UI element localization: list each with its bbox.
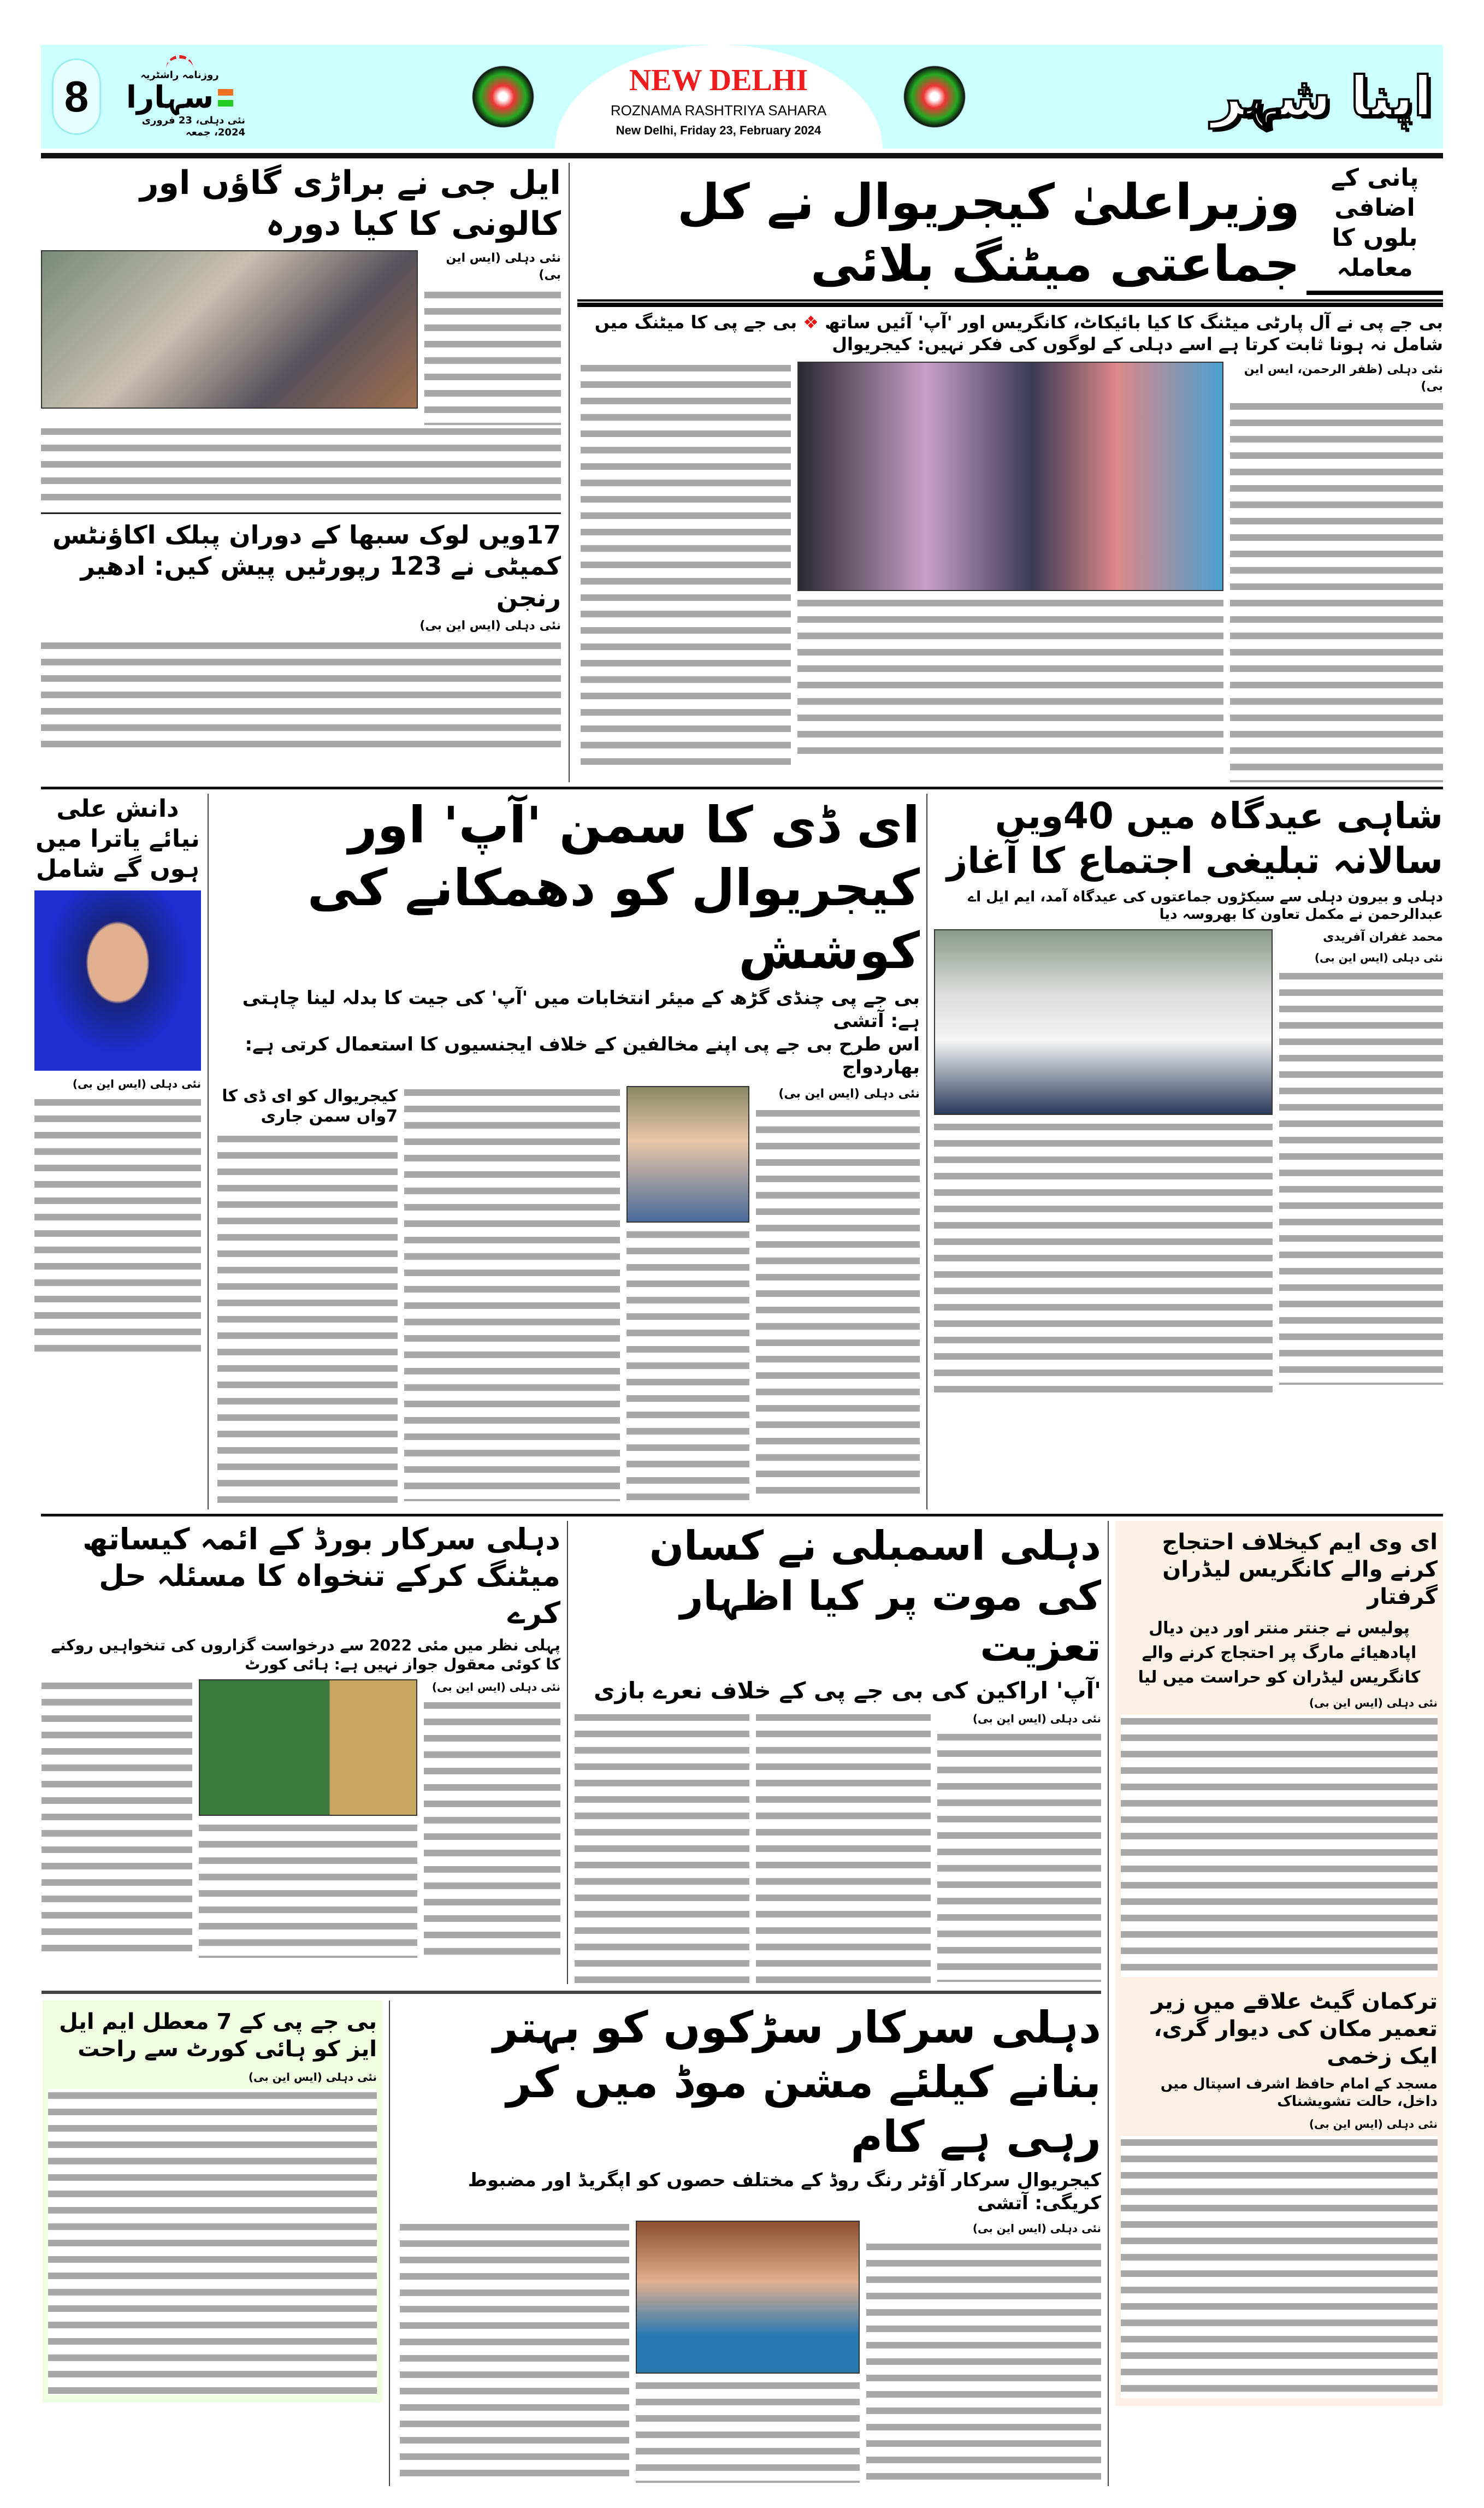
idgah-headline: شاہی عیدگاہ میں 40ویں سالانہ تبلیغی اجتماع کا آغاز [947,794,1443,882]
lead-col1 [1230,362,1443,782]
evm-dateline: نئی دہلی (ایس این بی) [1309,1696,1438,1709]
danish-dateline: نئی دہلی (ایس این بی) [72,1077,201,1090]
paper-name: ROZNAMA RASHTRIYA SAHARA [610,102,827,119]
lead-dateline: نئی دہلی (ظفر الرحمن، ایس این بی) [1244,363,1443,393]
lead-subhead-2: بی جے پی کا میٹنگ میں شامل نہ ہونا ثابت کرتا ہے اسے دہلی کے لوگوں کی فکر نہیں: کیجریوال [594,312,1443,355]
column-divider [567,1521,568,1984]
lead-columns [577,362,1443,782]
assembly-col3 [575,1711,749,1984]
lead-rule [577,299,1443,307]
lead-col2 [797,362,1223,760]
board-columns [42,1679,560,1961]
atishi-photo [636,2221,860,2374]
idgah-col2 [934,929,1273,1394]
roads-subhead: کیجریوال سرکار آؤٹر رنگ روڈ کے مختلف حصوں کو اپگریڈ اور مضبوط کریگی: آتشی [468,2169,1101,2215]
ed-col2 [626,1086,749,1501]
roads-headline: دہلی سرکار سڑکوں کو بہتر بنانے کیلئے مشن موڈ میں کر رہی ہے کام [493,2002,1101,2162]
pac-body [41,639,561,748]
sahara-emblem-right [899,61,970,132]
section-middle [36,794,1443,1509]
lg-visit-body [424,288,561,425]
masthead-dome [555,45,883,149]
roads-story [397,2001,1101,2486]
danish-photo [34,890,201,1071]
board-story [42,1521,560,1962]
column-divider [569,163,570,782]
ed-body-col2 [626,1228,749,1501]
section-title: اپنا شہر [1211,64,1432,128]
paper-logo-block [114,55,245,138]
newspaper-page [36,0,1443,2486]
masthead-left [52,55,245,138]
roads-col2 [636,2221,860,2483]
danish-story [34,794,201,1358]
ed-headline: ای ڈی کا سمن 'آپ' اور کیجریوال کو دھمکانے کی کوشش [307,795,920,980]
lg-visit-photo [41,250,418,409]
page-number: 8 [52,58,101,135]
diamond-separator-icon: ❖ [803,312,819,333]
roads-body-col2 [636,2379,860,2483]
idgah-body-col2 [934,1120,1273,1394]
assembly-story [575,1521,1101,1984]
lead-head-row [577,163,1443,295]
roads-dateline: نئی دہلی (ایس این بی) [972,2221,1101,2235]
lead-subhead-1: بی جے پی نے آل پارٹی میٹنگ کا کیا بائیکاٹ، کانگریس اور 'آپ' آئیں ساتھ [825,312,1443,333]
ed-subhead-1: بی جے پی چنڈی گڑھ کے میئر انتخابات میں 'آپ' کی جیت کا بدلہ لینا چاہتی ہے: آتشی [242,987,920,1032]
lead-kicker: پانی کے اضافی بلوں کا معاملہ [1306,163,1443,295]
evm-subhead: پولیس نے جنتر منتر اور دین دیال اپادھیائے مارگ پر احتجاج کرنے والے کانگریس لیڈران کو حراست میں لیا [1138,1618,1421,1687]
masthead-center [468,45,970,149]
assembly-dateline: نئی دہلی (ایس این بی) [972,1712,1101,1725]
lg-visit-col [424,250,561,425]
assembly-columns [575,1711,1101,1984]
pac-headline: 17ویں لوک سبھا کے دوران پبلک اکاؤنٹس کمیٹی نے 123 رپورٹیں پیش کیں: ادھیر رنجن [52,520,561,612]
lg-visit-headline: ایل جی نے براڑی گاؤں اور کالونی کا کیا دورہ [139,164,561,243]
section-top [41,163,1443,782]
flag-stripes [218,89,233,107]
board-body-col2 [42,1679,192,1958]
logo-row [126,81,233,115]
lead-story [577,163,1443,782]
section-rule [41,787,1443,789]
board-col2 [199,1679,417,1958]
lead-photo [797,362,1223,591]
board-col3 [42,1679,192,1958]
assembly-col2 [756,1711,931,1984]
section-bottom [41,1521,1443,2486]
turkman-headline: ترکمان گیٹ علاقے میں زیر تعمیر مکان کی دیوار گری، ایک زخمی [1151,1988,1438,2069]
column-divider [389,2001,390,2486]
board-subhead: پہلی نظر میں مئی 2022 سے درخواست گزاروں کی تنخواہیں روکنے کا کوئی معقول جواز نہیں ہے: ہائی کورٹ [51,1636,560,1674]
assembly-body-col3 [575,1711,749,1984]
column-divider [1108,1521,1109,2486]
mla-body [48,2089,377,2395]
section-rule [42,1991,1101,1994]
roads-col3 [400,2221,629,2483]
mla-headline: بی جے پی کے 7 معطل ایم ایل ایز کو ہائی کورٹ سے راحت [59,2009,377,2062]
urdu-date: نئی دہلی، 23 فروری 2024، جمعہ [141,115,245,138]
roads-body-col3 [400,2221,629,2483]
lead-headline: وزیراعلیٰ کیجریوال نے کل جماعتی میٹنگ بلائی [677,174,1300,293]
ed-body-col4 [217,1132,398,1509]
board-headline: دہلی سرکار بورڈ کے ائمہ کیساتھ میٹنگ کرکے تنخواہ کا مسئلہ حل کرے [82,1521,560,1630]
lead-col3 [581,362,791,766]
evm-headline: ای وی ایم کیخلاف احتجاج کرنے والے کانگریس لیڈران گرفتار [1162,1529,1438,1609]
sahara-emblem-left [468,61,539,132]
ed-story [215,794,920,1509]
masthead-rule [41,153,1443,158]
danish-body [34,1096,201,1358]
edition-title: NEW DELHI [629,63,808,97]
lg-visit-body-cont [41,425,561,507]
lg-visit-row [41,250,561,425]
evm-body [1121,1715,1438,1977]
lead-body-col1 [1230,400,1443,782]
idgah-columns [934,929,1443,1394]
idgah-body-col1 [1279,970,1443,1385]
turkman-subhead: مسجد کے امام حافظ اشرف اسپتال میں داخل، حالت تشویشناک [1160,2075,1438,2110]
kejriwal-photo [626,1086,749,1223]
paper-logo: سہارا [126,80,214,116]
board-body-col1 [424,1699,560,1961]
assembly-body-col2 [756,1711,931,1984]
assembly-headline: دہلی اسمبلی نے کسان کی موت پر کیا اظہار تعزیت [649,1522,1101,1671]
ed-inner-head: کیجریوال کو ای ڈی کا 7واں سمن جاری [222,1086,398,1126]
idgah-story [934,794,1443,1394]
board-col1 [424,1679,560,1961]
column-divider [926,794,927,1509]
lead-body-col2 [797,597,1223,760]
divider [41,512,561,514]
lead-body-col3 [581,362,791,766]
assembly-col1 [937,1711,1101,1982]
high-court-photo [199,1679,417,1816]
mla-box [43,2001,382,2403]
bottom-left-area [42,1521,1101,2486]
left-top-column [41,163,561,748]
danish-headline: دانش علی نیائے یاترا میں ہوں گے شامل [36,794,200,883]
pac-dateline: نئی دہلی (ایس این بی) [419,619,561,633]
ed-subhead-2: اس طرح بی جے پی اپنے مخالفین کے خلاف ایجنسیوں کا استعمال کرتی ہے: بھاردواج [245,1033,920,1079]
ed-body-col1 [756,1107,920,1500]
turkman-body [1121,2136,1438,2398]
roads-col1 [866,2221,1101,2486]
date-line: New Delhi, Friday 23, February 2024 [616,123,821,137]
roads-body-col1 [866,2240,1101,2486]
lead-subhead [577,311,1443,355]
assembly-subhead: 'آپ' اراکین کی بی جے پی کے خلاف نعرے بازی [594,1677,1101,1704]
ed-col1 [756,1086,920,1501]
section-rule [41,1514,1443,1516]
flag-stripe-green [218,100,233,107]
idgah-byline: محمد غفران آفریدی [1323,930,1443,944]
idgah-dateline: نئی دہلی (ایس این بی) [1314,951,1443,965]
assembly-body-col1 [937,1731,1101,1982]
ed-columns [215,1086,920,1509]
mla-dateline: نئی دہلی (ایس این بی) [248,2070,377,2084]
turkman-dateline: نئی دہلی (ایس این بی) [1309,2117,1438,2131]
ed-body-col3 [404,1086,620,1501]
ed-col3 [404,1086,620,1501]
column-divider [208,794,209,1509]
bottom-row-a [42,1521,1101,1984]
paper-tagline: روزنامہ راشٹریہ [140,69,219,81]
board-dateline: نئی دہلی (ایس این بی) [431,1680,560,1694]
idgah-subhead: دہلی و بیرون دہلی سے سیکڑوں جماعتوں کی عیدگاہ آمد، ایم ایل اے عبدالرحمن نے مکمل تعاون کا بھروسہ دیا [967,888,1443,923]
anniversary-emblem [166,55,193,69]
lg-visit-dateline: نئی دہلی (ایس این بی) [446,251,561,282]
bottom-row-b [42,2001,1101,2486]
idgah-photo [934,929,1273,1115]
masthead [41,45,1443,149]
right-sidebar [1115,1521,1443,2406]
ed-dateline: نئی دہلی (ایس این بی) [778,1087,920,1101]
flag-stripe-saffron [218,89,233,96]
idgah-col1 [1279,929,1443,1385]
ed-col4 [217,1086,398,1509]
roads-columns [397,2221,1101,2486]
board-body-col3 [199,1821,417,1958]
